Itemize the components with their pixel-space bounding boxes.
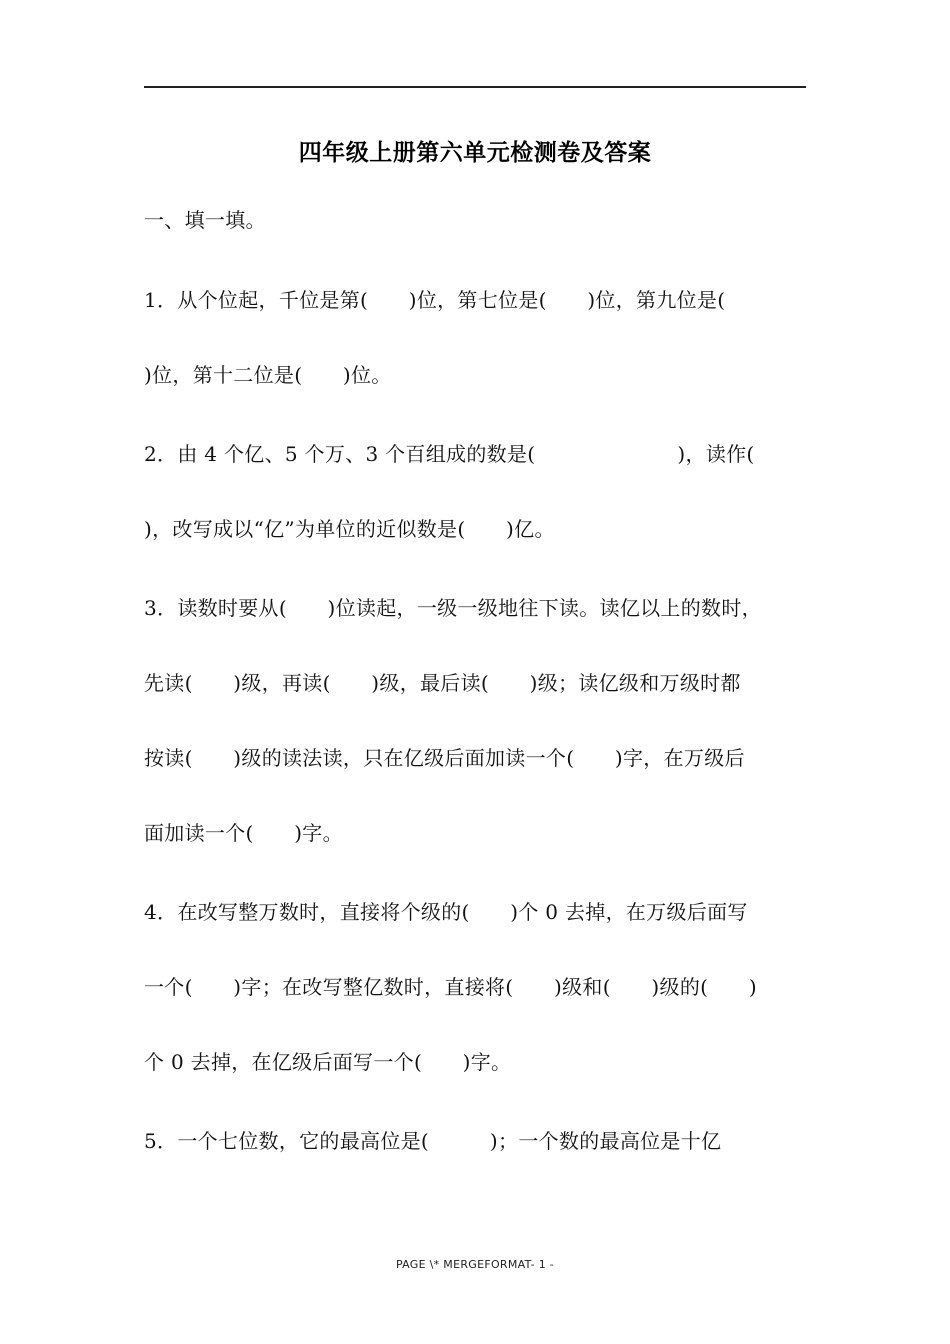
question-2-line-1: 2．由 4 个亿、5 个万、3 个百组成的数是( )，读作( (144, 442, 755, 466)
question-4-line-2: 一个( )字；在改写整亿数时，直接将( )级和( )级的( ) (144, 975, 757, 999)
question-4-line-1: 4．在改写整万数时，直接将个级的( )个 0 去掉，在万级后面写 (144, 900, 748, 924)
section-heading: 一、填一填。 (144, 208, 266, 232)
question-1-line-1: 1．从个位起，千位是第( )位，第七位是( )位，第九位是( (144, 288, 726, 312)
document-title: 四年级上册第六单元检测卷及答案 (298, 140, 652, 166)
header-rule (144, 86, 806, 88)
page-footer: PAGE \* MERGEFORMAT- 1 - (395, 1258, 555, 1271)
question-1-line-2: )位，第十二位是( )位。 (144, 363, 392, 387)
question-3-line-3: 按读( )级的读法读，只在亿级后面加读一个( )字，在万级后 (144, 746, 745, 770)
question-3-line-4: 面加读一个( )字。 (144, 821, 343, 845)
question-3-line-2: 先读( )级，再读( )级，最后读( )级；读亿级和万级时都 (144, 671, 741, 695)
question-2-line-2: )，改写成以“亿”为单位的近似数是( )亿。 (144, 517, 555, 541)
question-3-line-1: 3．读数时要从( )位读起，一级一级地往下读。读亿以上的数时， (144, 596, 762, 620)
question-4-line-3: 个 0 去掉，在亿级后面写一个( )字。 (144, 1050, 512, 1074)
question-5-line-1: 5．一个七位数，它的最高位是( )；一个数的最高位是十亿 (144, 1129, 722, 1153)
